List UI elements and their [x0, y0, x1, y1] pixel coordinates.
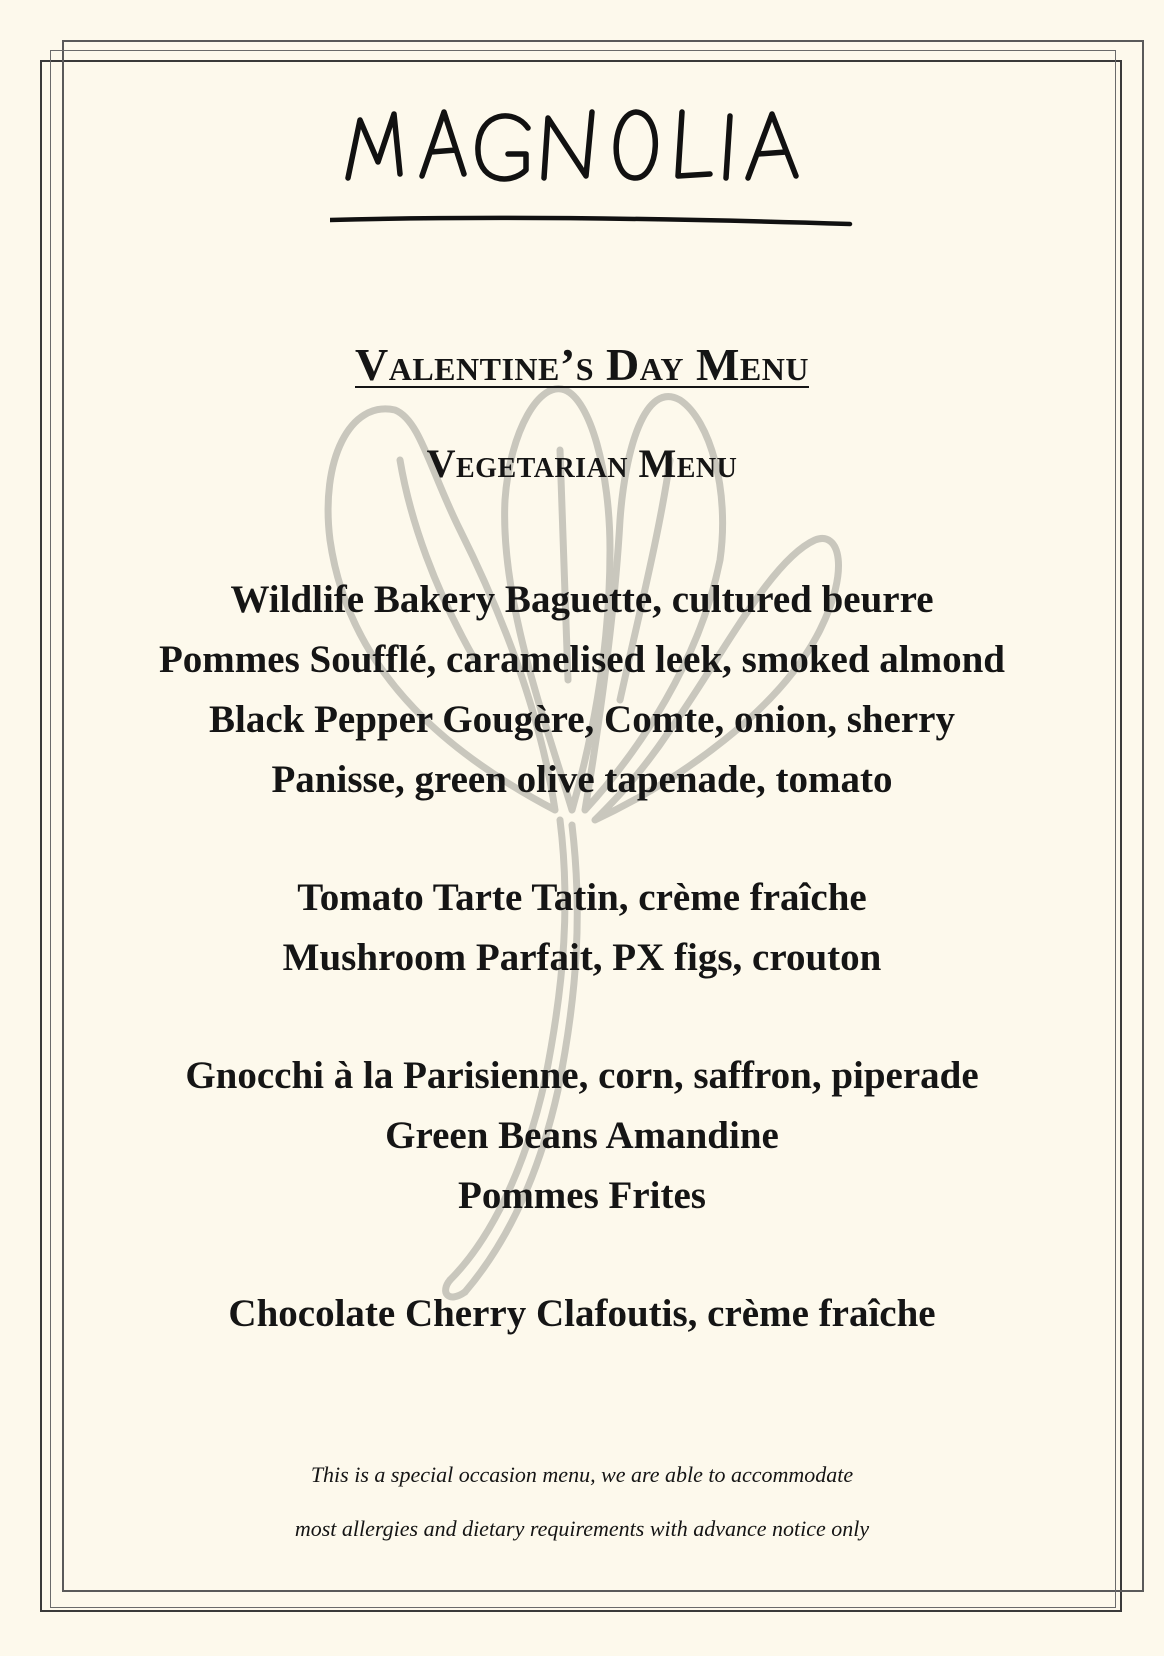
magnolia-logo-icon [330, 90, 870, 240]
footer-note-line-1: This is a special occasion menu, we are able to accommodate [310, 1462, 854, 1487]
dish-item: Gnocchi à la Parisienne, corn, saffron, piperade [185, 1054, 979, 1097]
course-mains [0, 1046, 1164, 1226]
dish-item: Black Pepper Gougère, Comte, onion, sherry [209, 698, 955, 741]
dish-item: Wildlife Bakery Baguette, cultured beurre [230, 578, 934, 621]
course-starters [0, 570, 1164, 810]
dish-item: Panisse, green olive tapenade, tomato [271, 758, 893, 801]
course-dessert [0, 1284, 1164, 1344]
menu-subtitle: Vegetarian Menu [426, 441, 738, 486]
course-entrees [0, 868, 1164, 988]
dish-item: Green Beans Amandine [385, 1114, 779, 1157]
footer-note-line-2: most allergies and dietary requirements with advance notice only [294, 1516, 870, 1541]
dish-item: Mushroom Parfait, PX figs, crouton [282, 936, 882, 979]
dish-item: Pommes Soufflé, caramelised leek, smoked almond [158, 638, 1005, 681]
menu-title: Valentine’s Day Menu [355, 339, 809, 390]
menu-courses [0, 570, 1164, 1402]
dish-item: Pommes Frites [458, 1174, 706, 1217]
dish-item: Tomato Tarte Tatin, crème fraîche [297, 876, 867, 919]
dish-item: Chocolate Cherry Clafoutis, crème fraîche [228, 1292, 936, 1335]
svg-text:MAGNOLIA: MAGNOLIA [596, 160, 604, 161]
